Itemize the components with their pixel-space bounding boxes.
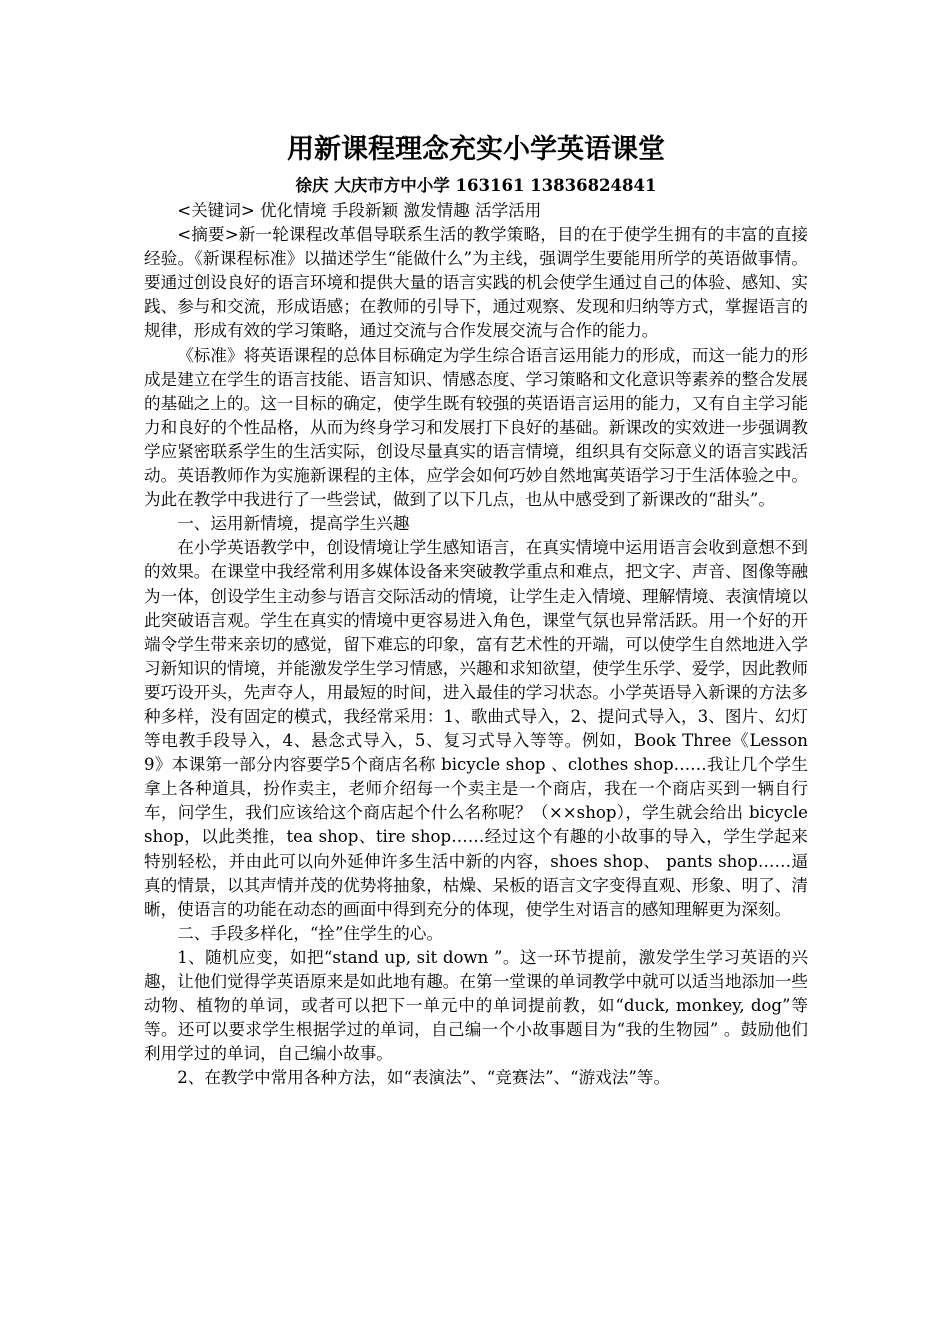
document-title: 用新课程理念充实小学英语课堂	[287, 134, 665, 165]
section1-body: 在小学英语教学中，创设情境让学生感知语言，在真实情境中运用语言会收到意想不到的效果。在课堂中我经常利用多媒体设备来突破教学重点和难点，把文字、声音、图像等融为一体，创设学生主动参与语言交际活动的情境，让学生走入情境、理解情境、表演情境以此突破语言观。学生在真实的情境中更容易进入角色，课堂气氛也异常活跃。用一个好的开端令学生带来亲切的感觉，留下难忘的印象，富有艺术性的开端，可以使学生自然地进入学习新知识的情境，并能激发学生学习情感，兴趣和求知欲望，使学生乐学、爱学，因此教师要巧设开头，先声夺人，用最短的时间，进入最佳的学习状态。小学英语导入新课的方法多种多样，没有固定的模式，我经常采用：1、歌曲式导入，2、提问式导入，3、图片、幻灯等电教手段导入，4、悬念式导入，5、复习式导入等等。例如，Book Three《Lesson 9》本课第一部分内容要学5个商店名称 bicycle shop 、clothes shop……我让几个学生拿上各种道具，扮作卖主，老师介绍每一个卖主是一个商店，我在一个商店买到一辆自行车，问学生，我们应该给这个商店起个什么名称呢？（××shop），学生就会给出 bicycle shop，以此类推，tea shop、tire shop……经过这个有趣的小故事的导入，学生学起来特别轻松，并由此可以向外延伸许多生活中新的内容，shoes shop、 pants shop……逼真的情景，以其声情并茂的优势将抽象，枯燥、呆板的语言文字变得直观、形象、明了、清晰，使语言的功能在动态的画面中得到充分的体现，使学生对语言的感知理解更为深刻。	[144, 538, 808, 919]
author-line: 徐庆 大庆市方中小学 163161 13836824841	[295, 176, 657, 195]
document-page	[144, 128, 808, 1090]
keywords-paragraph: <关键词> 优化情境 手段新颖 激发情趣 活学活用	[177, 201, 542, 220]
abstract-paragraph: <摘要>新一轮课程改革倡导联系生活的教学策略，目的在于使学生拥有的丰富的直接经验。《新课程标准》以描述学生“能做什么”为主线，强调学生要能用所学的英语做事情。要通过创设良好的语言环境和提供大量的语言实践的机会使学生通过自己的体验、感知、实践、参与和交流，形成语感；在教师的引导下，通过观察、发现和归纳等方式，掌握语言的规律，形成有效的学习策略，通过交流与合作发展交流与合作的能力。	[144, 225, 808, 341]
section2-heading: 二、手段多样化，“拴”住学生的心。	[177, 923, 444, 943]
section1-heading: 一、运用新情境，提高学生兴趣	[177, 514, 410, 534]
section2-item-1: 1、随机应变，如把“stand up, sit down ”。这一环节提前，激发学生学习英语的兴趣，让他们觉得学英语原来是如此地有趣。在第一堂课的单词教学中就可以适当地添加一些动物、植物的单词，或者可以把下一单元中的单词提前教，如“duck, monkey, dog”等等。还可以要求学生根据学过的单词，自己编一个小故事题目为“我的生物园” 。鼓励他们利用学过的单词，自己编小故事。	[144, 947, 808, 1064]
intro-paragraph: 《标准》将英语课程的总体目标确定为学生综合语言运用能力的形成，而这一能力的形成是建立在学生的语言技能、语言知识、情感态度、学习策略和文化意识等素养的整合发展的基础之上的。这一目标的确定，使学生既有较强的英语语言运用的能力，又有自主学习能力和良好的个性品格，从而为终身学习和发展打下良好的基础。新课改的实效进一步强调教学应紧密联系学生的生活实际，创设尽量真实的语言情境，组织具有交际意义的语言实践活动。英语教师作为实施新课程的主体，应学会如何巧妙自然地寓英语学习于生活体验之中。为此在教学中我进行了一些尝试，做到了以下几点，也从中感受到了新课改的“甜头”。	[144, 345, 808, 510]
section2-item-2: 2、在教学中常用各种方法，如“表演法”、“竞赛法”、“游戏法”等。	[177, 1068, 671, 1088]
